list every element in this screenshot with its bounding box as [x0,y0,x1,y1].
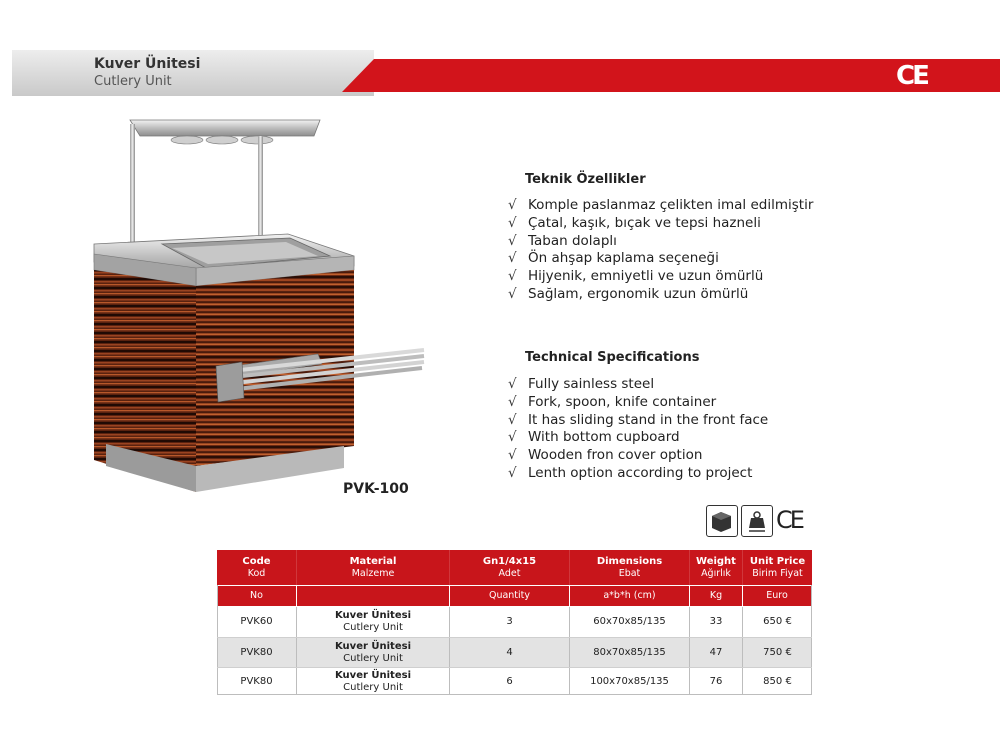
spec-item: √ Komple paslanmaz çelikten imal edilmiştir [508,197,814,213]
page-subtitle: Cutlery Unit [94,74,172,89]
cell-price: 650 € [763,616,792,627]
check-icon: √ [508,429,517,446]
cell-code: PVK80 [217,638,297,667]
specs-en-title: Technical Specifications [525,350,700,365]
specs-en-list [508,376,768,483]
ce-mark-small: CE [776,506,802,534]
cell-dimensions: 100x70x85/135 [570,668,690,695]
spec-item: √ With bottom cupboard [508,429,680,446]
check-icon: √ [508,250,517,267]
table-divider [217,667,812,668]
col-material-header: Material Malzeme [297,550,450,585]
cell-quantity: 6 [450,668,570,695]
cell-quantity: 4 [450,638,570,667]
cell-material: Kuver Ünitesi Cutlery Unit [297,638,450,667]
page-title: Kuver Ünitesi [94,56,201,72]
cell-price: 850 € [763,675,792,687]
specs-tr-title: Teknik Özellikler [525,172,646,187]
spec-item: √ Çatal, kaşık, bıçak ve tepsi hazneli [508,214,761,231]
table-header-row [217,550,812,585]
cell-weight: 76 [690,668,743,695]
spec-item: √ Taban dolaplı [508,232,617,249]
package-icon [706,505,738,537]
cell-price: 750 € [763,646,792,658]
col-price-header: Unit Price Birim Fiyat [749,556,806,579]
col-dimensions-header: Dimensions Ebat [570,550,690,585]
specs-tr-list [508,197,813,304]
table-subheader-row [217,586,812,606]
spec-item: √ Lenth option according to project [508,464,753,481]
table-row [217,607,812,637]
ce-mark: CE [896,61,927,91]
cell-weight: 47 [690,638,743,667]
cell-weight: 33 [690,607,743,637]
weight-icon [741,505,773,537]
spec-item: √ Fully sainless steel [508,376,655,392]
check-icon: √ [508,268,517,285]
table-row [217,668,812,695]
product-model: PVK-100 [343,481,409,497]
cell-material: Kuver Ünitesi Cutlery Unit [297,668,450,695]
check-icon: √ [508,232,517,249]
spec-item: √ Fork, spoon, knife container [508,393,717,410]
subheader-cell: Quantity [450,586,570,606]
spec-item: √ Hijyenik, emniyetli ve uzun ömürlü [508,268,764,285]
cell-dimensions: 60x70x85/135 [570,607,690,637]
col-quantity-header: Gn1/4x15 Adet [450,550,570,585]
col-code-header: Code Kod [217,550,297,585]
check-icon: √ [508,411,517,428]
spec-item: √ Sağlam, ergonomik uzun ömürlü [508,285,749,302]
check-icon: √ [508,214,517,231]
check-icon: √ [508,197,517,213]
col-weight-header: Weight Ağırlık [690,550,743,585]
check-icon: √ [508,376,517,392]
table-row [217,638,812,667]
cell-code: PVK60 [217,607,297,637]
spec-item: √ Wooden fron cover option [508,447,703,464]
check-icon: √ [508,447,517,464]
cell-quantity: 3 [450,607,570,637]
cell-dimensions: 80x70x85/135 [570,638,690,667]
cell-material: Kuver Ünitesi Cutlery Unit [297,607,450,637]
check-icon: √ [508,464,517,481]
spec-item: √ It has sliding stand in the front face [508,411,769,428]
subheader-cell: Euro [743,586,812,606]
spec-item: √ Ön ahşap kaplama seçeneği [508,250,719,267]
subheader-cell: Kg [690,586,743,606]
subheader-cell: a*b*h (cm) [570,586,690,606]
check-icon: √ [508,393,517,410]
subheader-cell [297,586,450,606]
check-icon: √ [508,285,517,302]
subheader-cell: No [217,586,297,606]
table-divider [217,637,812,638]
cutlery-unit-illustration [92,116,432,496]
cell-code: PVK80 [217,668,297,695]
